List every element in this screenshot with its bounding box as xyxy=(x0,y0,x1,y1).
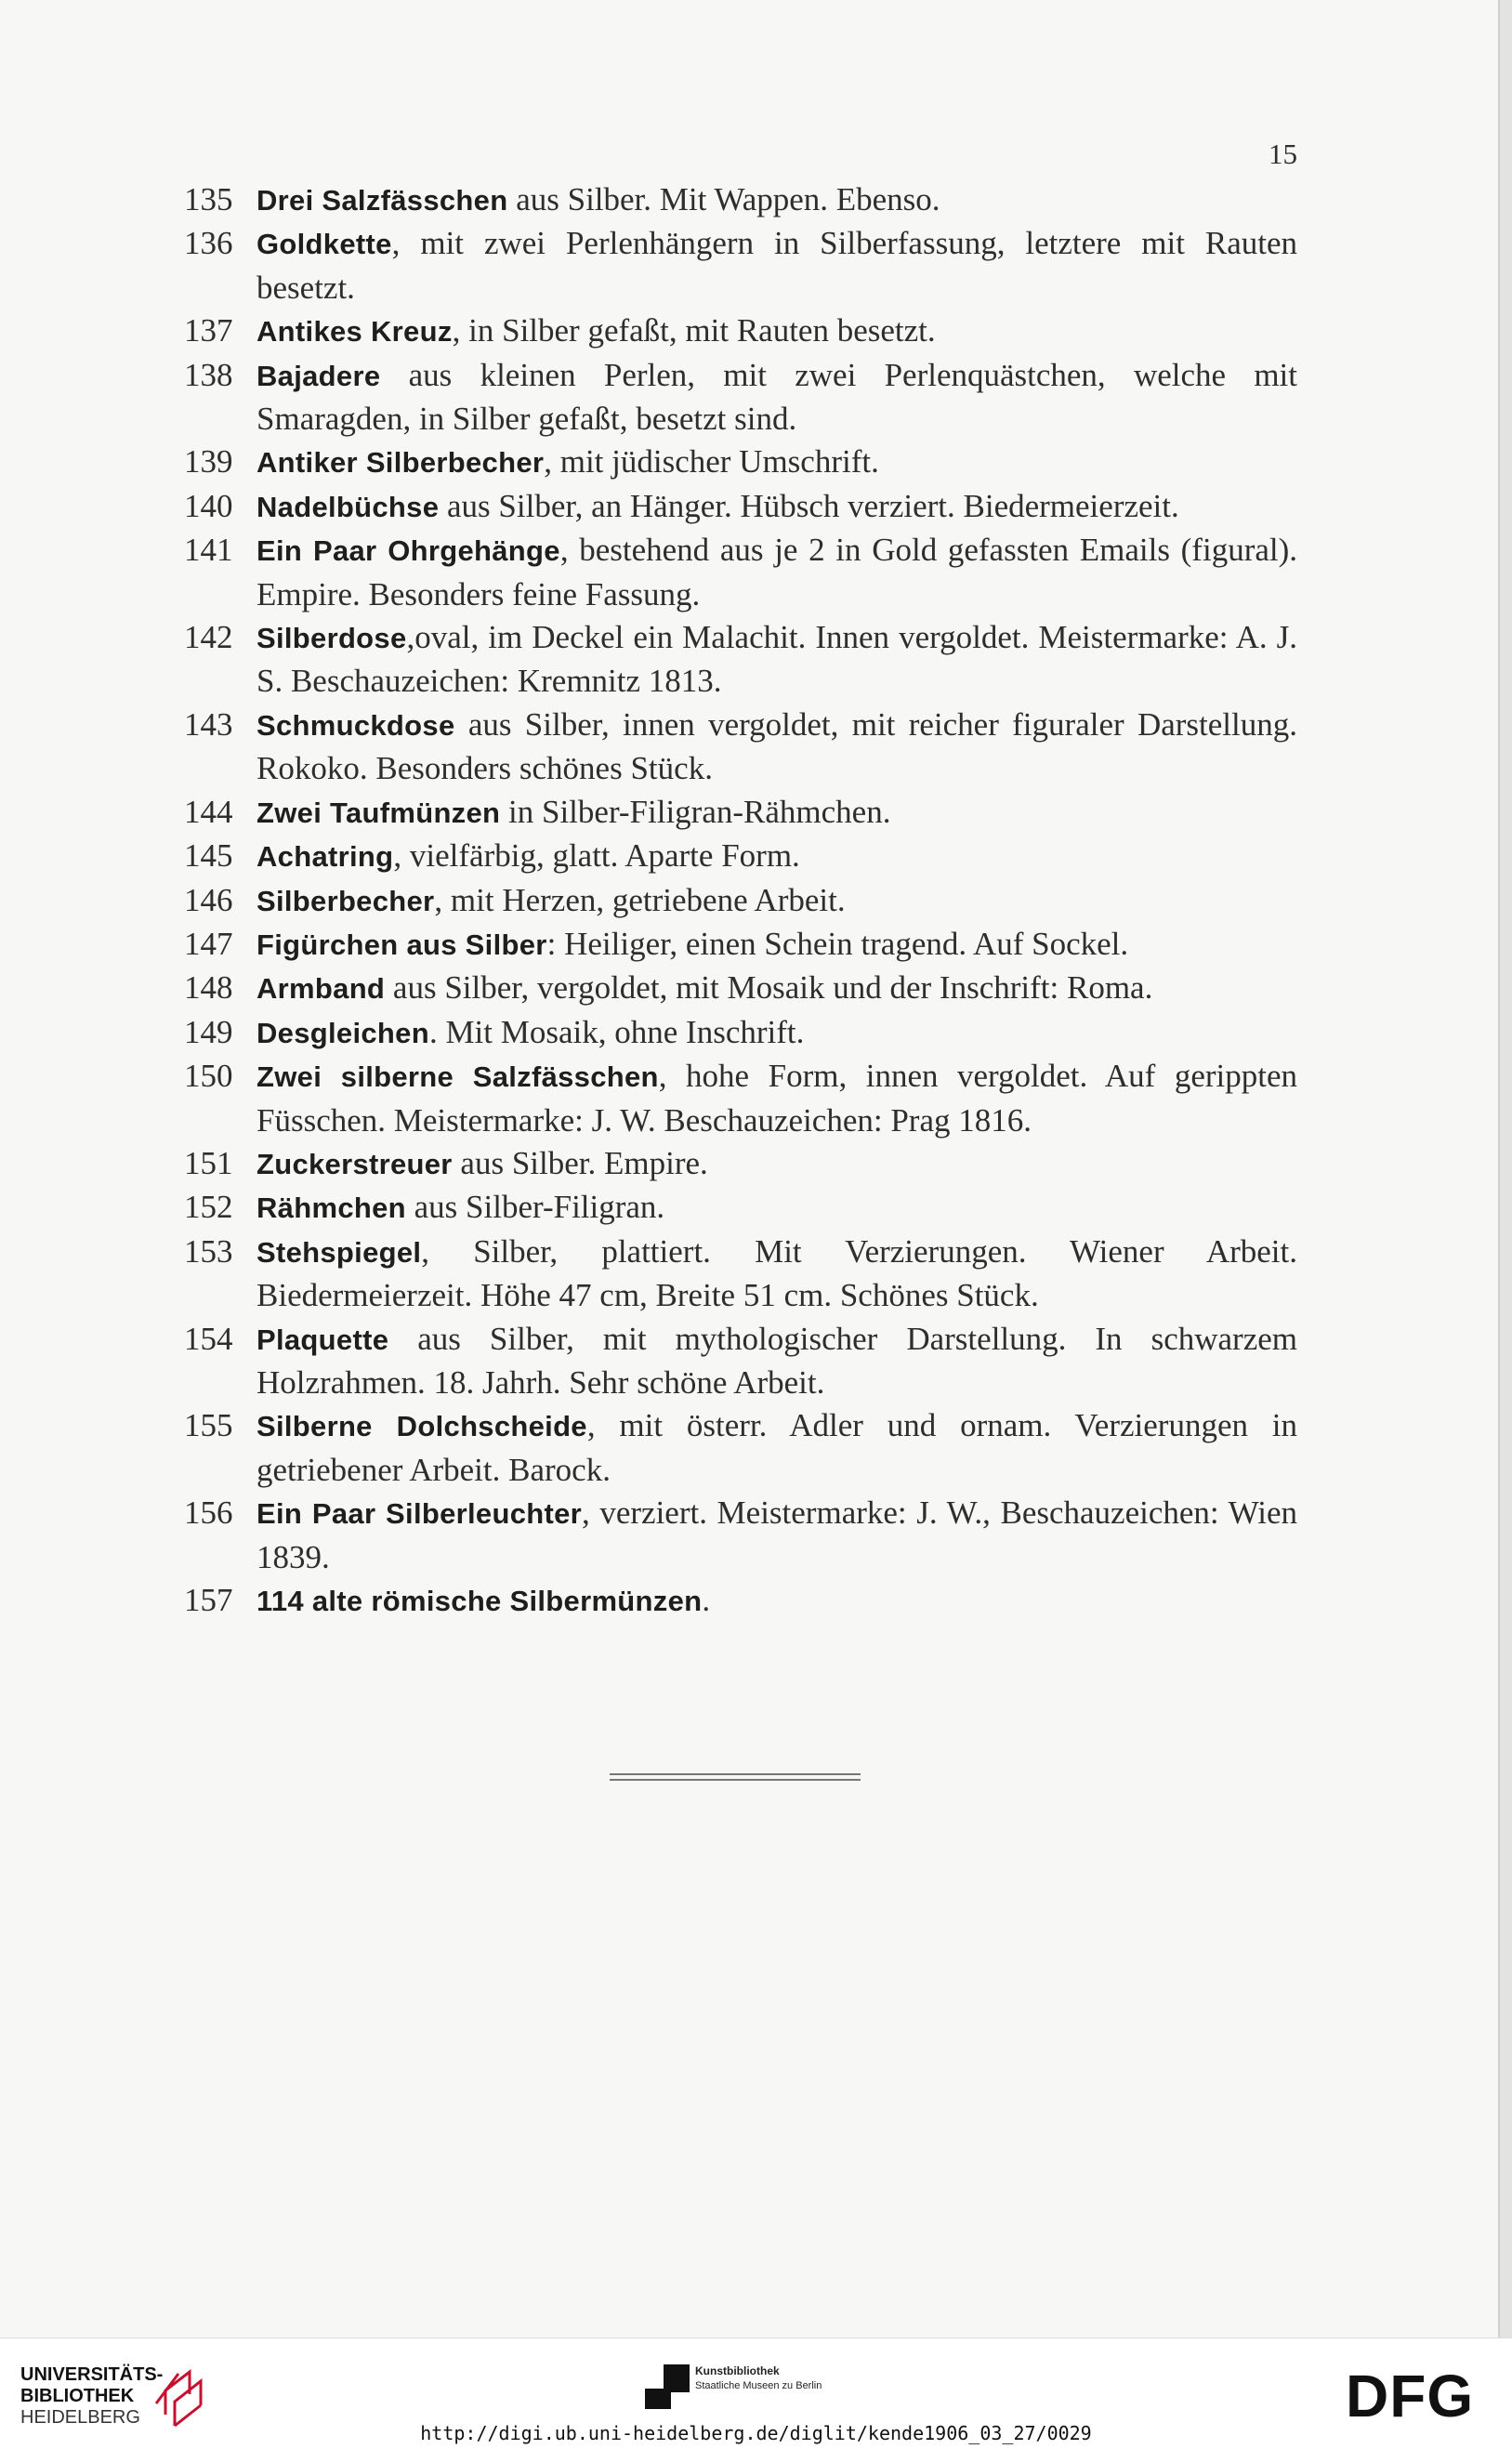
kb-line-2: Staatliche Museen zu Berlin xyxy=(695,2380,822,2391)
entry-number: 150 xyxy=(184,1058,233,1095)
catalog-entry xyxy=(184,967,1297,1010)
catalog-entry xyxy=(184,1055,1297,1142)
catalog-entry xyxy=(184,1011,1297,1055)
catalog-entry xyxy=(184,529,1297,616)
entry-title: Stehspiegel xyxy=(256,1235,422,1269)
entry-description: aus Silber, mit mythologischer Darstellung. In schwarzem Holzrahmen. 18. Jahrh. Sehr schöne Arbeit. xyxy=(256,1320,1297,1401)
entry-number: 154 xyxy=(184,1320,233,1357)
catalog-entry xyxy=(184,923,1297,967)
entry-title: Achatring xyxy=(256,840,394,874)
entry-number: 146 xyxy=(184,881,233,918)
entry-title: Figürchen aus Silber xyxy=(256,928,547,961)
entry-number: 140 xyxy=(184,487,233,524)
university-library-logo-icon xyxy=(152,2366,210,2428)
entry-number: 148 xyxy=(184,969,233,1007)
entry-title: Silberne Dolchscheide xyxy=(256,1410,587,1443)
footer-bar xyxy=(0,2337,1512,2449)
entry-description: , mit zwei Perlenhängern in Silberfassung, letztere mit Rauten besetzt. xyxy=(256,225,1297,306)
entry-title: Desgleichen xyxy=(256,1016,429,1049)
entry-title: Drei Salzfässchen xyxy=(256,184,508,217)
entry-description: . xyxy=(702,1582,711,1618)
end-rule-top xyxy=(610,1773,861,1775)
entry-description: , in Silber gefaßt, mit Rauten besetzt. xyxy=(452,312,936,349)
entry-title: Schmuckdose xyxy=(256,708,455,742)
uni-line-3: HEIDELBERG xyxy=(20,2407,140,2428)
entry-description: , verziert. Meistermarke: J. W., Beschauzeichen: Wien 1839. xyxy=(256,1494,1297,1575)
catalog-entry xyxy=(184,1404,1297,1492)
entry-number: 138 xyxy=(184,356,233,393)
kb-line-1: Kunstbibliothek xyxy=(695,2364,780,2377)
entry-number: 141 xyxy=(184,532,233,569)
entry-description: : Heiliger, einen Schein tragend. Auf Sockel. xyxy=(546,925,1129,962)
entry-title: Bajadere xyxy=(256,359,381,392)
entry-number: 155 xyxy=(184,1407,233,1444)
entry-title: Rähmchen xyxy=(256,1192,406,1225)
catalog-entry xyxy=(184,222,1297,309)
catalog-entry xyxy=(184,178,1297,222)
entry-description: , Silber, plattiert. Mit Verzierungen. Wiener Arbeit. Biedermeierzeit. Höhe 47 cm, Breite 51 cm. Schönes Stück. xyxy=(256,1232,1297,1314)
entry-number: 143 xyxy=(184,705,233,743)
catalog-entries xyxy=(184,178,1297,1623)
entry-title: Zwei Taufmünzen xyxy=(256,796,501,829)
page-edge xyxy=(1498,0,1512,2337)
entry-title: Plaquette xyxy=(256,1323,389,1356)
entry-description: ,oval, im Deckel ein Malachit. Innen vergoldet. Meistermarke: A. J. S. Beschauzeichen: Kremnitz 1813. xyxy=(256,619,1297,700)
entry-number: 144 xyxy=(184,793,233,830)
entry-title: Zuckerstreuer xyxy=(256,1147,453,1180)
entry-number: 147 xyxy=(184,925,233,962)
entry-title: Antiker Silberbecher xyxy=(256,446,545,480)
catalog-entry xyxy=(184,791,1297,835)
entry-number: 157 xyxy=(184,1582,233,1618)
entry-number: 137 xyxy=(184,312,233,349)
catalog-entry xyxy=(184,1186,1297,1230)
catalog-entry xyxy=(184,485,1297,529)
uni-line-1: UNIVERSITÄTS- xyxy=(20,2364,164,2385)
entry-description: aus Silber, vergoldet, mit Mosaik und der Inschrift: Roma. xyxy=(385,969,1153,1007)
dfg-logo: DFG xyxy=(1346,2363,1475,2429)
entry-title: Goldkette xyxy=(256,228,392,261)
catalog-entry xyxy=(184,1318,1297,1405)
entry-number: 135 xyxy=(184,181,233,217)
catalog-entry xyxy=(184,1142,1297,1186)
entry-number: 139 xyxy=(184,443,233,481)
uni-line-2: BIBLIOTHEK xyxy=(20,2386,135,2406)
entry-description: , hohe Form, innen vergoldet. Auf gerippten Füsschen. Meistermarke: J. W. Beschauzeichen: Prag 1816. xyxy=(256,1058,1297,1139)
entry-number: 142 xyxy=(184,619,233,656)
entry-description: , bestehend aus je 2 in Gold gefassten Emails (figural). Empire. Besonders feine Fassung. xyxy=(256,532,1298,612)
entry-title: 114 alte römische Silbermünzen xyxy=(256,1585,703,1617)
kunstbibliothek-block xyxy=(645,2364,822,2409)
entry-description: aus kleinen Perlen, mit zwei Perlenquästchen, welche mit Smaragden, in Silber gefaßt, besetzt sind. xyxy=(256,356,1297,438)
entry-title: Silberbecher xyxy=(256,884,435,917)
entry-description: aus Silber. Empire. xyxy=(452,1144,708,1181)
kunstbibliothek-logo-icon xyxy=(645,2364,690,2409)
entry-description: , mit Herzen, getriebene Arbeit. xyxy=(434,881,846,918)
entry-title: Armband xyxy=(256,972,386,1006)
catalog-entry xyxy=(184,354,1297,441)
entry-number: 152 xyxy=(184,1189,233,1226)
entry-number: 149 xyxy=(184,1013,233,1050)
entry-number: 153 xyxy=(184,1232,233,1270)
entry-description: . Mit Mosaik, ohne Inschrift. xyxy=(428,1013,805,1050)
permalink-url[interactable]: http://digi.ub.uni-heidelberg.de/diglit/kende1906_03_27/0029 xyxy=(420,2422,1092,2444)
entry-description: aus Silber-Filigran. xyxy=(405,1189,665,1226)
catalog-entry xyxy=(184,309,1297,353)
entry-description: aus Silber, innen vergoldet, mit reicher figuraler Darstellung. Rokoko. Besonders schönes Stück. xyxy=(256,705,1297,787)
entry-number: 145 xyxy=(184,837,233,875)
entry-description: in Silber-Filigran-Rähmchen. xyxy=(500,793,891,830)
catalog-entry xyxy=(184,704,1297,791)
catalog-entry xyxy=(184,835,1297,878)
entry-title: Ein Paar Ohrgehänge xyxy=(256,534,560,568)
catalog-entry xyxy=(184,1492,1297,1579)
catalog-entry xyxy=(184,616,1297,704)
catalog-entry xyxy=(184,1231,1297,1318)
catalog-entry xyxy=(184,879,1297,923)
catalog-entry xyxy=(184,441,1297,484)
entry-number: 156 xyxy=(184,1494,233,1532)
entry-title: Nadelbüchse xyxy=(256,490,440,523)
entry-title: Zwei silberne Salzfässchen xyxy=(256,1060,659,1094)
entry-description: , mit österr. Adler und ornam. Verzierungen in getriebener Arbeit. Barock. xyxy=(256,1407,1298,1488)
entry-title: Ein Paar Silberleuchter xyxy=(256,1497,582,1531)
entry-title: Antikes Kreuz xyxy=(256,315,453,349)
entry-title: Silberdose xyxy=(256,622,407,655)
catalog-entry xyxy=(184,1579,1297,1623)
entry-description: aus Silber, an Hänger. Hübsch verziert. Biedermeierzeit. xyxy=(439,487,1179,524)
entry-number: 136 xyxy=(184,225,233,262)
entry-description: , vielfärbig, glatt. Aparte Form. xyxy=(393,837,800,875)
university-library-name xyxy=(20,2364,163,2429)
entry-number: 151 xyxy=(184,1144,233,1181)
entry-description: , mit jüdischer Umschrift. xyxy=(544,443,879,481)
end-rule-bottom xyxy=(610,1779,861,1781)
entry-description: aus Silber. Mit Wappen. Ebenso. xyxy=(507,181,940,217)
page-number: 15 xyxy=(1269,138,1297,170)
